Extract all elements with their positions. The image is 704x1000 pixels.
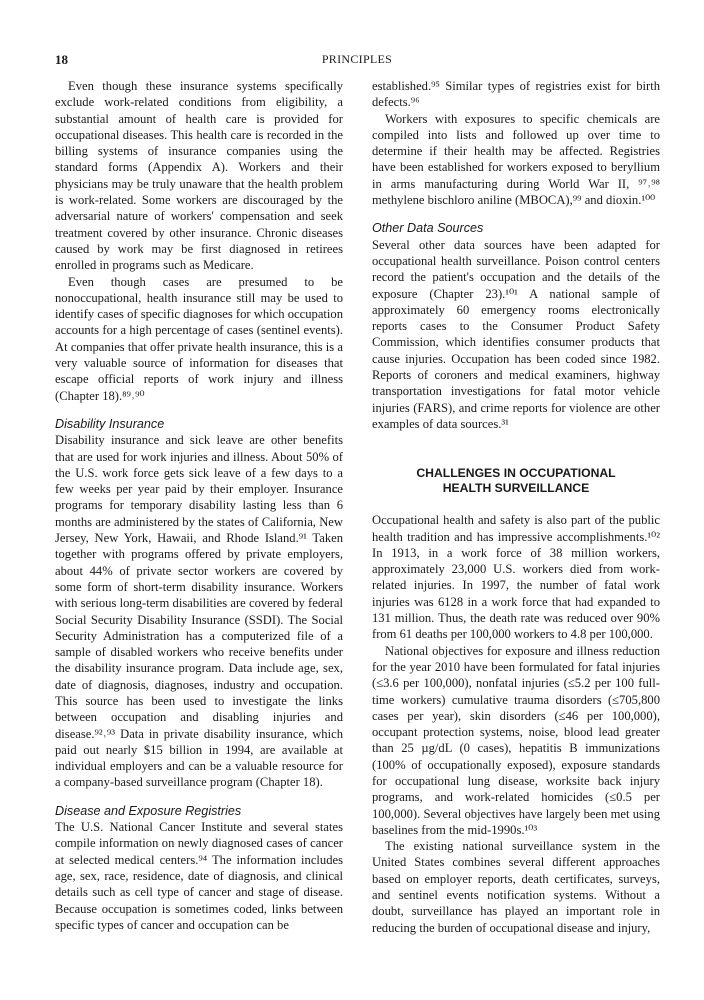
section-heading-line-1: CHALLENGES IN OCCUPATIONAL bbox=[416, 466, 616, 481]
paragraph: Workers with exposures to specific chemicals are compiled into lists and followed up over time to determine if their health may be affected. Registries have been established for workers exposed to beryllium in arms manufacturing during World War II, ⁹⁷˒⁹⁸ methylene bischloro aniline (MBOCA),⁹⁹ and dioxin.¹⁰⁰ bbox=[372, 111, 660, 208]
subheading-disease-exposure-registries: Disease and Exposure Registries bbox=[55, 803, 242, 818]
page-number: 18 bbox=[55, 52, 68, 67]
section-heading-challenges bbox=[372, 466, 660, 496]
paragraph: Even though these insurance systems specifically exclude work-related conditions from eligibility, a substantial amount of health care is provided for occupational diseases. This health care is recorded in the billing systems of insurance companies using the standard forms (Appendix A). Workers and their physicians may be truly unaware that the health problem is work-related. Some workers are discouraged by the adversarial nature of workers' compensation and seek treatment covered by other insurance. Chronic diseases caused by work may be first diagnosed in retirees enrolled in programs such as Medicare. bbox=[55, 79, 343, 273]
page-header bbox=[55, 52, 659, 72]
paragraph: Disability insurance and sick leave are other benefits that are used for work injuries and illness. About 50% of the U.S. work force gets sick leave of a few days to a few weeks per year paid by their employer. Insurance programs for temporary disability lasting less than 6 months are administered by the states of California, New Jersey, New York, Hawaii, and Rhode Island.⁹¹ Taken together with programs offered by private employers, about 44% of private sector workers are covered by some form of short-term disability insurance. Workers with serious long-term disabilities are covered by federal Social Security Disability Insurance (SSDI). The Social Security Administration has a computerized file of a sample of disabled workers who receive benefits under the disability insurance program. Data include age, sex, date of diagnosis, diagnoses, industry and occupation. This source has been used to investigate the links between occupation and disabling injuries and disease.⁹²˒⁹³ Data in private disability insurance, which paid out nearly $15 billion in 1994, are available at individual employers and can be a valuable resource for a company-based surveillance program (Chapter 18). bbox=[55, 433, 343, 790]
left-column bbox=[55, 78, 343, 933]
subheading-other-data-sources: Other Data Sources bbox=[372, 221, 484, 236]
paragraph: Several other data sources have been adapted for occupational health surveillance. Poison control centers record the patient's occupation and the details of the exposure (Chapter 23).¹⁰¹ A national sample of approximately 60 emergency rooms electronically reports cases to the Consumer Product Safety Commission, which identifies consumer products that cause injuries. Occupation has been coded since 1982. Reports of coroners and medical examiners, highway transportation investigations for fatal motor vehicle injuries (FARS), and crime reports for violence are other examples of data sources.³¹ bbox=[372, 237, 660, 431]
subheading-disability-insurance: Disability Insurance bbox=[55, 416, 165, 431]
section-heading-line-2: HEALTH SURVEILLANCE bbox=[442, 481, 590, 496]
right-column bbox=[372, 78, 660, 936]
paragraph: The U.S. National Cancer Institute and several states compile information on newly diagnosed cases of cancer at selected medical centers.⁹⁴ The information includes age, sex, race, residence, date of diagnosis, and clinical details such as cell type of cancer and stage of disease. Because occupation is sometimes coded, links between specific types of cancer and occupation can be bbox=[55, 820, 343, 932]
paragraph: established.⁹⁵ Similar types of registries exist for birth defects.⁹⁶ bbox=[372, 79, 660, 110]
paragraph: Occupational health and safety is also part of the public health tradition and has impressive accomplishments.¹⁰² In 1913, in a work force of 38 million workers, approximately 23,000 U.S. workers died from work-related injuries. In 1997, the number of fatal work injuries was 6128 in a work force that had expanded to 131 million. Thus, the death rate was reduced over 90% from 61 deaths per 100,000 workers to 4.8 per 100,000. bbox=[372, 513, 660, 642]
paragraph: The existing national surveillance system in the United States combines several different approaches based on employer reports, death certificates, surveys, and sentinel events notification systems. Without a doubt, surveillance has played an important role in reducing the burden of occupational disease and injury, bbox=[372, 839, 660, 935]
paragraph: National objectives for exposure and illness reduction for the year 2010 have been formulated for fatal injuries (≤3.6 per 100,000), nonfatal injuries (≤5.2 per 100 full-time workers) cumulative trauma disorders (≤705,800 cases per year), skin disorders (≤46 per 100,000), occupant protection systems, noise, blood lead greater than 25 µg/dL (0 cases), hepatitis B immunizations (100% of occupationally exposed), exposure standards for occupational lung disease, worksite back injury programs, and work-related homicides (≤0.5 per 100,000). Several objectives have largely been met using baselines from the mid-1990s.¹⁰³ bbox=[372, 643, 660, 837]
paragraph: Even though cases are presumed to be nonoccupational, health insurance still may be used to identify cases of specific diagnoses for which occupation accounts for a high percentage of cases (sentinel events). At companies that offer private health insurance, this is a very valuable source of information for diseases that escape official reports of work injury and illness (Chapter 18).⁸⁹˒⁹⁰ bbox=[55, 274, 343, 403]
running-head: PRINCIPLES bbox=[321, 52, 393, 66]
